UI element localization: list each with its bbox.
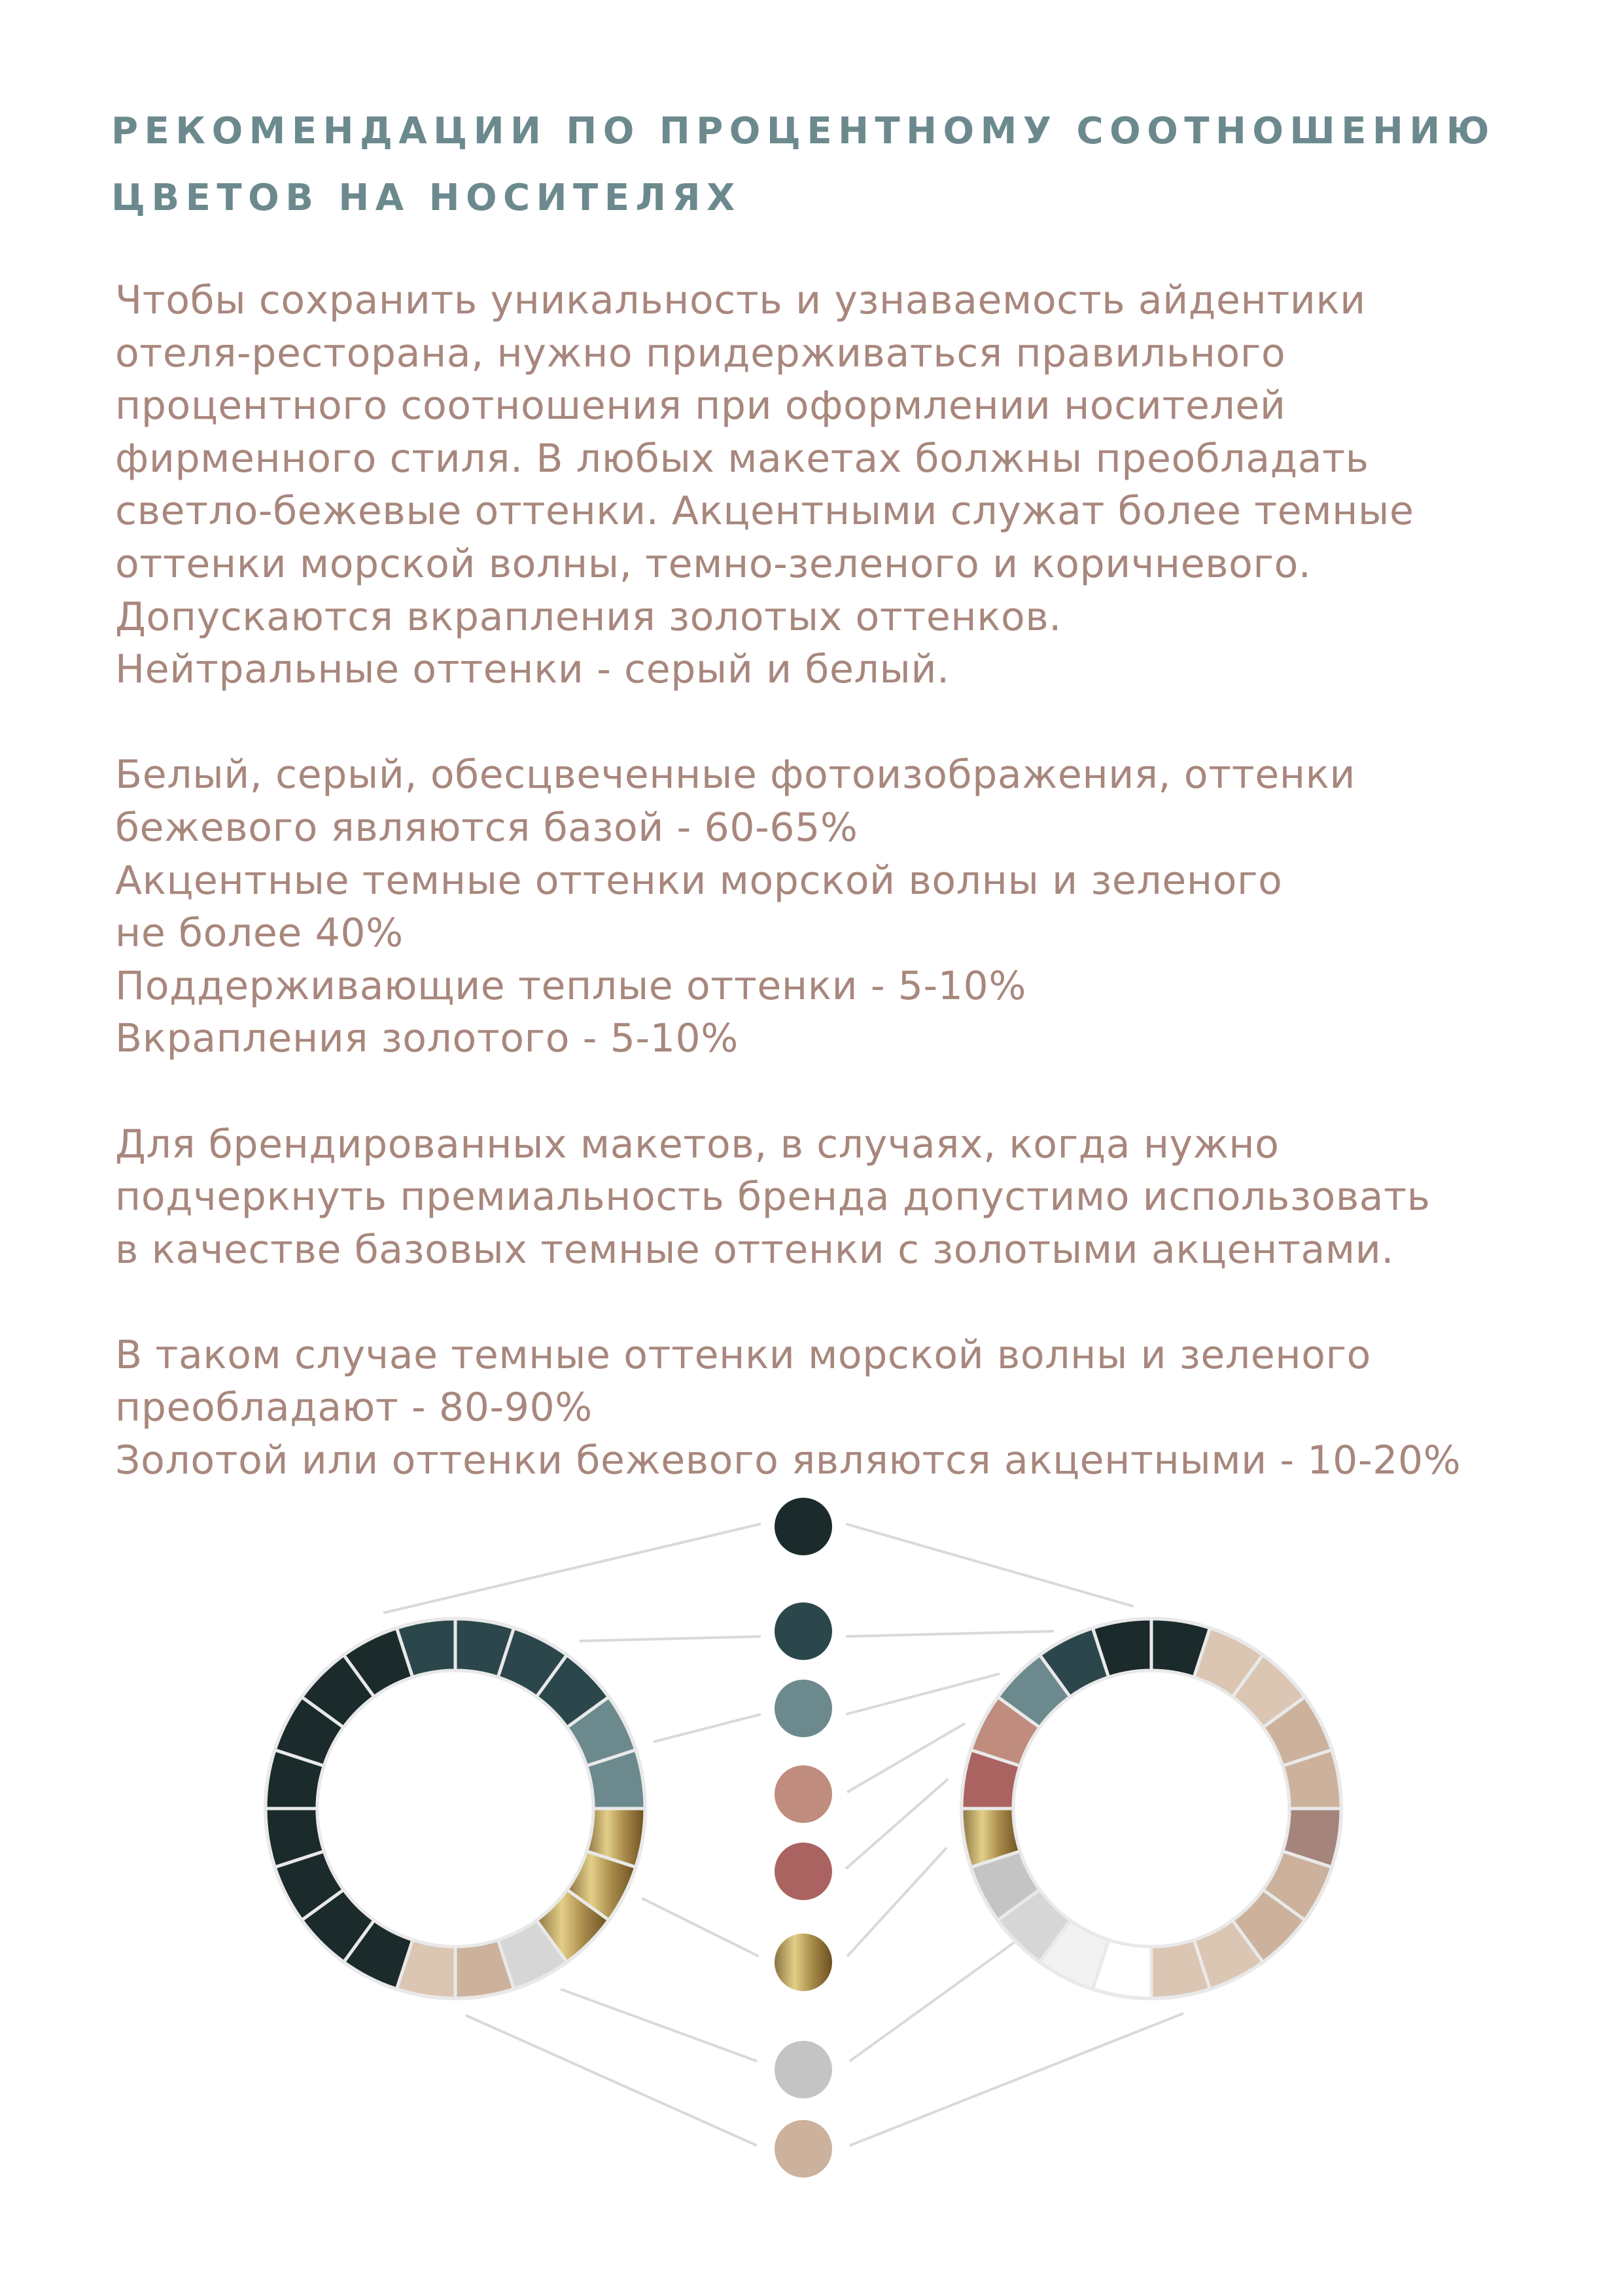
donut-hole bbox=[317, 1670, 593, 1947]
connector-line bbox=[466, 2015, 757, 2146]
text-line: не более 40% bbox=[115, 910, 404, 957]
text-line: процентного соотношения при оформлении носителей bbox=[115, 383, 1286, 429]
text-line: оттенки морской волны, темно-зеленого и коричневого. bbox=[115, 540, 1312, 587]
text-line: Допускаются вкрапления золотых оттенков. bbox=[115, 593, 1062, 640]
swatch-grey-teal bbox=[775, 1680, 832, 1737]
connector-line bbox=[383, 1524, 761, 1613]
paragraph-gap bbox=[115, 1065, 1461, 1118]
connector-line bbox=[847, 1723, 965, 1792]
connector-line bbox=[846, 1631, 1054, 1636]
title-line-1: РЕКОМЕНДАЦИИ ПО ПРОЦЕНТНОМУ СООТНОШЕНИЮ bbox=[111, 110, 1495, 152]
swatch-beige bbox=[775, 2120, 832, 2178]
connector-line bbox=[580, 1636, 761, 1641]
color-swatches bbox=[775, 1498, 832, 2178]
swatch-dark-green bbox=[775, 1498, 832, 1555]
swatch-grey bbox=[775, 2041, 832, 2098]
paragraph-gap bbox=[115, 696, 1461, 749]
text-line: Белый, серый, обесцвеченные фотоизображения, оттенки bbox=[115, 752, 1356, 798]
connector-line bbox=[850, 1941, 1017, 2061]
swatch-dark-teal bbox=[775, 1602, 832, 1660]
title-line-2: ЦВЕТОВ НА НОСИТЕЛЯХ bbox=[111, 177, 741, 219]
donut-light-base bbox=[960, 1617, 1343, 2000]
text-line: Вкрапления золотого - 5-10% bbox=[115, 1016, 739, 1062]
text-line: подчеркнуть премиальность бренда допустимо использовать bbox=[115, 1174, 1431, 1220]
connector-line bbox=[561, 1989, 757, 2061]
text-line: светло-бежевые оттенки. Акцентными служат более темные bbox=[115, 488, 1414, 535]
color-ratio-diagram bbox=[0, 1472, 1623, 2296]
text-line: Акцентные темные оттенки морской волны и зеленого bbox=[115, 857, 1283, 904]
text-line: Для брендированных макетов, в случаях, когда нужно bbox=[115, 1121, 1280, 1167]
connector-line bbox=[654, 1714, 761, 1742]
paragraph-2 bbox=[115, 749, 1461, 1065]
paragraph-3 bbox=[115, 1118, 1461, 1277]
connector-line bbox=[846, 1779, 948, 1869]
swatch-gold bbox=[775, 1934, 832, 1991]
paragraph-gap bbox=[115, 1276, 1461, 1329]
connector-line bbox=[847, 1848, 947, 1956]
swatch-brick-rose bbox=[775, 1843, 832, 1900]
text-line: Чтобы сохранить уникальность и узнаваемость айдентики bbox=[115, 277, 1366, 323]
connector-line bbox=[846, 1524, 1134, 1606]
body-text bbox=[115, 274, 1461, 1487]
connector-line bbox=[850, 2013, 1183, 2146]
text-line: преобладают - 80-90% bbox=[115, 1385, 593, 1431]
paragraph-1 bbox=[115, 274, 1461, 696]
page-title bbox=[111, 98, 1495, 232]
text-line: бежевого являются базой - 60-65% bbox=[115, 804, 858, 851]
connector-line bbox=[642, 1898, 759, 1956]
donut-dark-base bbox=[264, 1617, 647, 2000]
text-line: в качестве базовых темные оттенки с золотыми акцентами. bbox=[115, 1226, 1394, 1273]
connector-line bbox=[846, 1674, 1000, 1714]
text-line: фирменного стиля. В любых макетах болжны преобладать bbox=[115, 435, 1369, 482]
paragraph-4 bbox=[115, 1329, 1461, 1487]
text-line: отеля-ресторана, нужно придерживаться правильного bbox=[115, 330, 1286, 376]
text-line: В таком случае темные оттенки морской волны и зеленого bbox=[115, 1332, 1371, 1378]
text-line: Нейтральные оттенки - серый и белый. bbox=[115, 646, 950, 693]
swatch-dusty-rose bbox=[775, 1765, 832, 1823]
text-line: Поддерживающие теплые оттенки - 5-10% bbox=[115, 963, 1026, 1009]
donut-hole bbox=[1013, 1670, 1289, 1947]
text-line: Золотой или оттенки бежевого являются акцентными - 10-20% bbox=[115, 1438, 1461, 1484]
